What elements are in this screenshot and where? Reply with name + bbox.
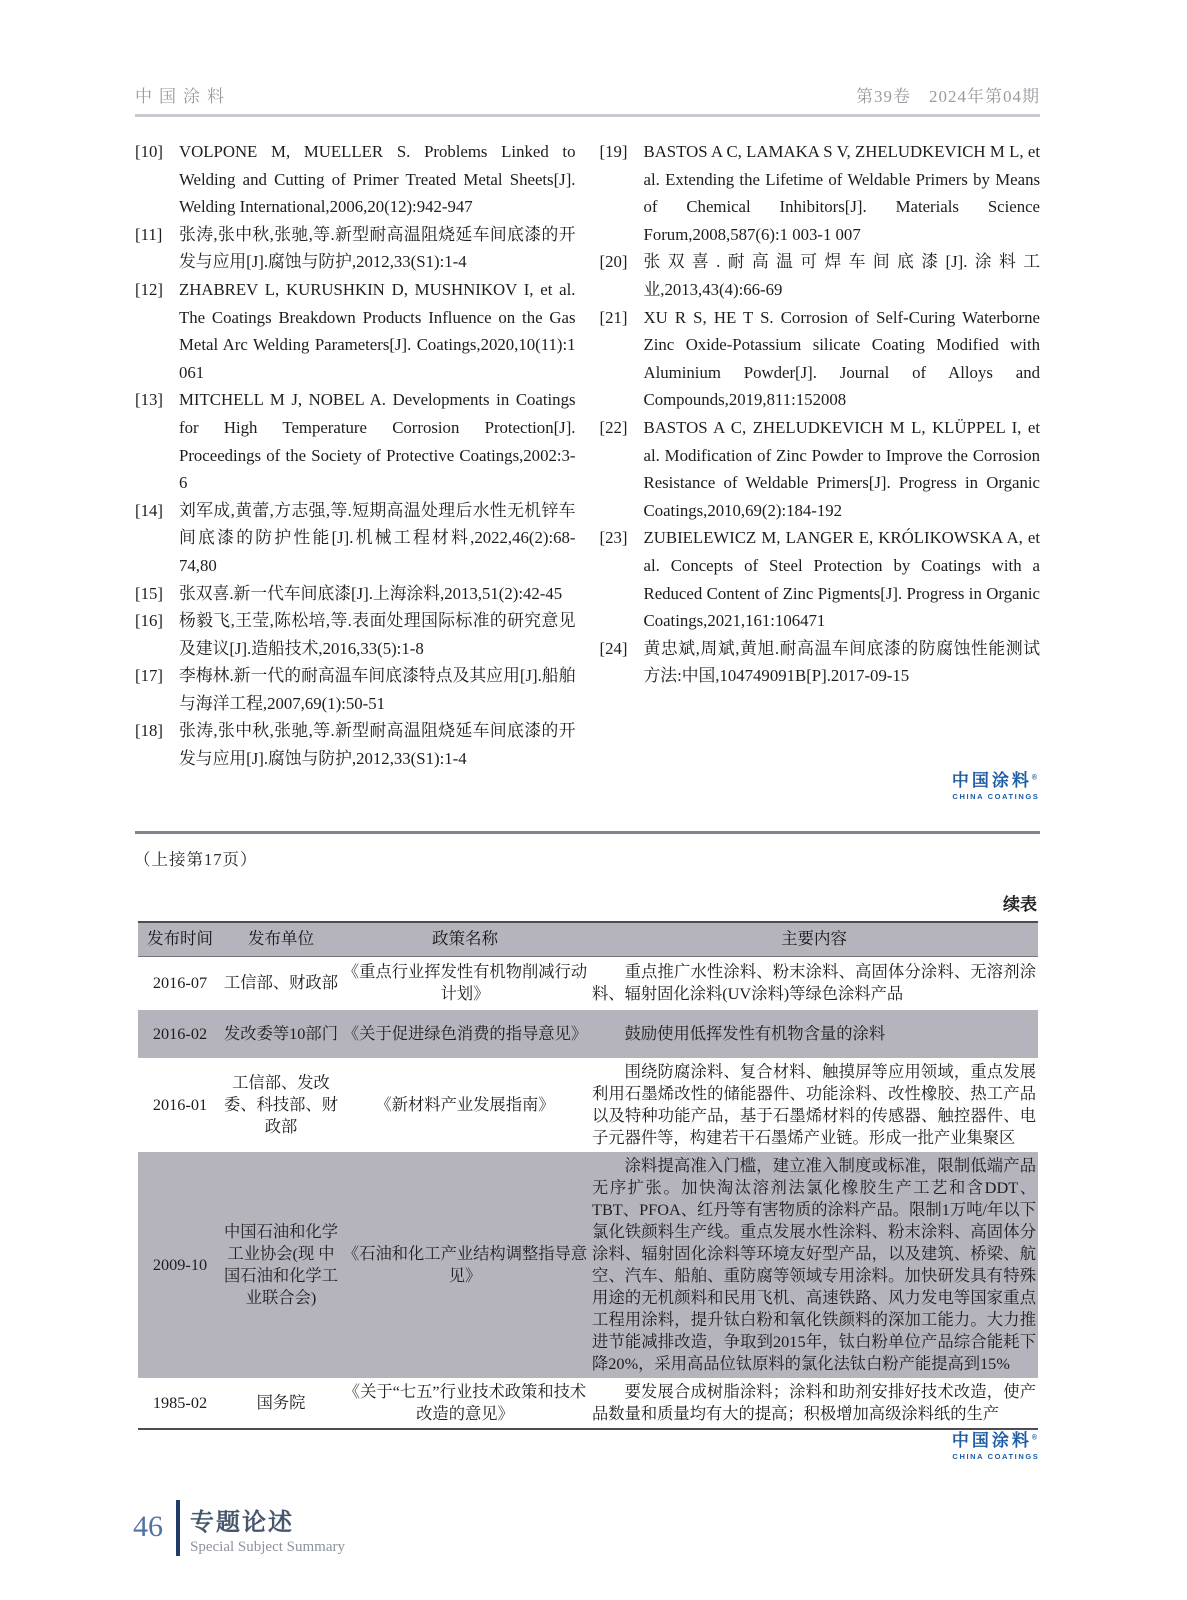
cell-unit: 发改委等10部门 bbox=[222, 1010, 340, 1058]
reference-text: 张涛,张中秋,张驰,等.新型耐高温阻烧延车间底漆的开发与应用[J].腐蚀与防护,2012,33(S1):1-4 bbox=[179, 224, 576, 272]
reference-text: 杨毅飞,王莹,陈松培,等.表面处理国际标准的研究意见及建议[J].造船技术,2016,33(5):1-8 bbox=[179, 611, 576, 658]
cell-date: 2016-07 bbox=[152, 973, 208, 993]
reference-item bbox=[600, 414, 1041, 524]
reference-item bbox=[135, 607, 576, 662]
logo-cn-text: 中国涂料 bbox=[951, 1431, 1032, 1450]
cell-unit: 工信部、发改委、科技部、财政部 bbox=[224, 1073, 338, 1136]
footer-divider-bar bbox=[176, 1500, 180, 1556]
reference-number: [23] bbox=[599, 528, 628, 548]
table-header-row bbox=[138, 922, 1038, 956]
col-header-content: 主要内容 bbox=[590, 922, 1038, 956]
reference-item bbox=[135, 662, 576, 717]
cell-date: 2009-10 bbox=[138, 1152, 222, 1378]
reference-number: [19] bbox=[599, 142, 628, 161]
reference-number: [15] bbox=[135, 583, 163, 603]
reference-text: 黄忠斌,周斌,黄旭.耐高温车间底漆的防腐蚀性能测试方法:中国,104749091B[P].2017-09-15 bbox=[643, 638, 1040, 686]
reference-text: 张涛,张中秋,张驰,等.新型耐高温阻烧延车间底漆的开发与应用[J].腐蚀与防护,2012,33(S1):1-4 bbox=[179, 721, 576, 769]
reference-item bbox=[135, 580, 576, 608]
reference-text: BASTOS A C, LAMAKA S V, ZHELUDKEVICH M L, et al. Extending the Lifetime of Weldable Primers by Means of Chemical Inhibitors[J]. Materials Science Forum,2008,587(6):1 003-1 007 bbox=[643, 142, 1040, 244]
cell-unit: 国务院 bbox=[222, 1378, 340, 1429]
reference-text: ZHABREV L, KURUSHKIN D, MUSHNIKOV I, et al. The Coatings Breakdown Products Influence on the Gas Metal Arc Welding Parameters[J]. Coatings,2020,10(11):1 061 bbox=[179, 279, 576, 382]
section-title-cn: 专题论述 bbox=[190, 1509, 294, 1536]
reference-item bbox=[600, 248, 1041, 303]
reference-text: VOLPONE M, MUELLER S. Problems Linked to Welding and Cutting of Primer Treated Metal Sheets[J]. Welding International,2006,20(12):942-947 bbox=[179, 142, 576, 217]
page-footer bbox=[133, 1500, 345, 1556]
cell-policy: 《关于促进绿色消费的指导意见》 bbox=[340, 1010, 590, 1058]
cell-policy: 《重点行业挥发性有机物削减行动计划》 bbox=[342, 962, 588, 1004]
cell-content bbox=[590, 1058, 1038, 1152]
issue-info: 第39卷 2024年第04期 bbox=[856, 87, 1040, 106]
cell-unit: 工信部、财政部 bbox=[224, 973, 338, 993]
cell-content bbox=[590, 956, 1038, 1010]
reference-number: [17] bbox=[135, 666, 163, 686]
cell-date: 1985-02 bbox=[138, 1378, 222, 1429]
col-header-date: 发布时间 bbox=[138, 922, 222, 956]
reference-item bbox=[600, 635, 1041, 690]
reference-text: ZUBIELEWICZ M, LANGER E, KRÓLIKOWSKA A, et al. Concepts of Steel Protection by Coatings with a Reduced Content of Zinc Pigments[J]. Progress in Organic Coatings,2021,161:106471 bbox=[643, 528, 1040, 631]
reference-item bbox=[135, 497, 576, 580]
reference-item bbox=[135, 276, 576, 386]
reference-number: [21] bbox=[599, 307, 628, 327]
journal-name: 中国涂料 bbox=[135, 87, 231, 106]
reference-item bbox=[135, 138, 576, 221]
reference-number: [14] bbox=[135, 500, 163, 520]
logo-en-text: CHINA COATINGS bbox=[952, 791, 1040, 801]
china-coatings-logo bbox=[952, 1432, 1040, 1461]
reference-text: 李梅林.新一代的耐高温车间底漆特点及其应用[J].船舶与海洋工程,2007,69(1):50-51 bbox=[179, 666, 576, 713]
reference-text: 张双喜.耐高温可焊车间底漆[J].涂料工业,2013,43(4):66-69 bbox=[643, 252, 1040, 299]
cell-content-text: 要发展合成树脂涂料；涂料和助剂安排好技术改造，使产品数量和质量均有大的提高；积极增加高级涂料纸的生产 bbox=[592, 1382, 1036, 1423]
reference-item bbox=[135, 221, 576, 276]
trademark-icon: ® bbox=[1031, 774, 1040, 782]
cell-policy: 《关于“七五”行业技术政策和技术改造的意见》 bbox=[340, 1378, 590, 1429]
col-header-policy: 政策名称 bbox=[340, 922, 590, 956]
reference-text: XU R S, HE T S. Corrosion of Self-Curing Waterborne Zinc Oxide-Potassium silicate Coating Modified with Aluminium Powder[J]. Journal of Alloys and Compounds,2019,811:152008 bbox=[643, 307, 1040, 410]
reference-text: 刘军成,黄蕾,方志强,等.短期高温处理后水性无机锌车间底漆的防护性能[J].机械工程材料,2022,46(2):68-74,80 bbox=[179, 500, 576, 575]
table-row bbox=[138, 1378, 1038, 1429]
logo-en-text: CHINA COATINGS bbox=[952, 1451, 1040, 1461]
reference-number: [20] bbox=[599, 252, 628, 272]
china-coatings-logo bbox=[952, 772, 1040, 801]
reference-text: MITCHELL M J, NOBEL A. Developments in Coatings for High Temperature Corrosion Protection[J]. Proceedings of the Society of Protective Coatings,2002:3-6 bbox=[179, 390, 576, 493]
reference-number: [16] bbox=[135, 611, 163, 631]
reference-number: [18] bbox=[135, 721, 163, 741]
reference-column-right bbox=[600, 138, 1041, 773]
cell-date: 2016-02 bbox=[138, 1010, 222, 1058]
section-title-en: Special Subject Summary bbox=[190, 1539, 345, 1555]
reference-list bbox=[135, 138, 1040, 773]
reference-item bbox=[135, 717, 576, 772]
continuation-note: （上接第17页） bbox=[134, 850, 258, 869]
reference-number: [10] bbox=[135, 142, 163, 161]
reference-item bbox=[135, 386, 576, 496]
cell-content bbox=[590, 1010, 1038, 1058]
trademark-icon: ® bbox=[1031, 1434, 1040, 1442]
reference-item bbox=[600, 138, 1041, 248]
reference-column-left bbox=[135, 138, 576, 773]
cell-content bbox=[590, 1378, 1038, 1429]
cell-content-text: 重点推广水性涂料、粉末涂料、高固体分涂料、无溶剂涂料、辐射固化涂料(UV涂料)等绿色涂料产品 bbox=[592, 962, 1036, 1004]
reference-item bbox=[600, 304, 1041, 414]
table-row bbox=[138, 1010, 1038, 1058]
table-row bbox=[138, 1058, 1038, 1152]
running-head bbox=[135, 82, 1040, 117]
cell-content bbox=[590, 1152, 1038, 1378]
col-header-unit: 发布单位 bbox=[222, 922, 340, 956]
continued-table-label: 续表 bbox=[1003, 895, 1037, 914]
reference-number: [11] bbox=[135, 224, 163, 244]
reference-item bbox=[600, 524, 1041, 634]
policy-table bbox=[138, 921, 1038, 1430]
cell-policy: 《新材料产业发展指南》 bbox=[375, 1095, 555, 1114]
cell-policy: 《石油和化工产业结构调整指导意见》 bbox=[340, 1152, 590, 1378]
reference-text: BASTOS A C, ZHELUDKEVICH M L, KLÜPPEL I, et al. Modification of Zinc Powder to Improve the Corrosion Resistance of Weldable Primers[J]. Progress in Organic Coatings,2010,69(2):184-192 bbox=[643, 417, 1040, 520]
logo-cn-text: 中国涂料 bbox=[951, 771, 1032, 790]
cell-content-text: 鼓励使用低挥发性有机物含量的涂料 bbox=[624, 1024, 886, 1043]
reference-number: [22] bbox=[599, 417, 628, 437]
cell-date: 2016-01 bbox=[152, 1095, 208, 1114]
page-number: 46 bbox=[133, 1510, 163, 1543]
cell-content-text: 围绕防腐涂料、复合材料、触摸屏等应用领域，重点发展利用石墨烯改性的储能器件、功能涂料、改性橡胶、热工产品以及特种功能产品，基于石墨烯材料的传感器、触控器件、电子元器件等，构建若干石墨烯产业链。形成一批产业集聚区 bbox=[592, 1062, 1036, 1147]
cell-content-text: 涂料提高准入门槛，建立准入制度或标准，限制低端产品无序扩张。加快淘汰溶剂法氯化橡胶生产工艺和含DDT、TBT、PFOA、红丹等有害物质的涂料产品。限制1万吨/年以下氯化铁颜料生产线。重点发展水性涂料、粉末涂料、高固体分涂料、辐射固化涂料等环境友好型产品，以及建筑、桥梁、航空、汽车、船舶、重防腐等领域专用涂料。加快研发具有特殊用途的无机颜料和民用飞机、高速铁路、风力发电等国家重点工程用涂料，提升钛白粉和氧化铁颜料的深加工能力。大力推进节能减排改造，争取到2015年，钛白粉单位产品综合能耗下降20%，采用高品位钛原料的氯化法钛白粉产能提高到15% bbox=[592, 1156, 1036, 1373]
reference-text: 张双喜.新一代车间底漆[J].上海涂料,2013,51(2):42-45 bbox=[179, 583, 563, 603]
table-row bbox=[138, 956, 1038, 1010]
reference-number: [24] bbox=[599, 638, 628, 658]
table-row bbox=[138, 1152, 1038, 1378]
section-divider bbox=[135, 831, 1040, 834]
reference-number: [12] bbox=[135, 279, 163, 299]
cell-unit: 中国石油和化学工业协会(现 中国石油和化学工业联合会) bbox=[222, 1152, 340, 1378]
reference-number: [13] bbox=[135, 390, 163, 410]
